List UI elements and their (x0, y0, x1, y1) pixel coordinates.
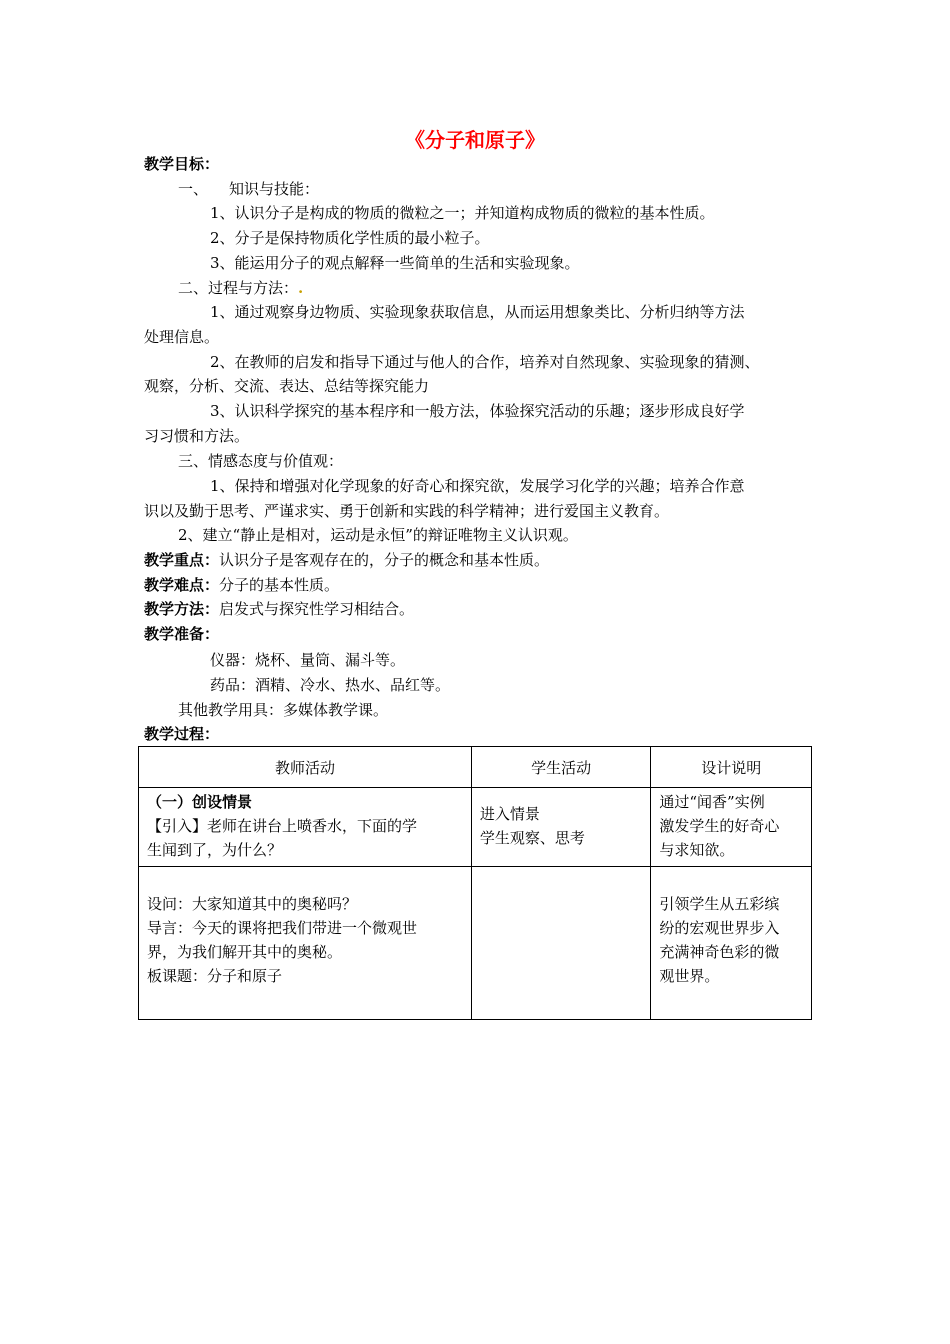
row2-teacher-line-3: 界，为我们解开其中的奥秘。 (147, 943, 343, 961)
preparation-instruments: 仪器：烧杯、量筒、漏斗等。 (210, 651, 406, 669)
header-student-activity: 学生活动 (471, 747, 650, 788)
difficulty-label: 教学难点： (144, 576, 220, 594)
s3-item-2: 2、建立“静止是相对，运动是永恒”的辩证唯物主义认识观。 (178, 526, 578, 544)
table-row (139, 788, 812, 867)
row1-teacher-line-2: 生闻到了，为什么？ (147, 841, 283, 859)
row2-teacher-cell (139, 867, 472, 1020)
s1-item-1: 1、认识分子是构成的物质的微粒之一；并知道构成物质的微粒的基本性质。 (210, 204, 715, 222)
section-1-label: 知识与技能： (229, 180, 320, 198)
preparation-label: 教学准备： (144, 625, 220, 643)
preparation-reagents: 药品：酒精、冷水、热水、品红等。 (210, 676, 451, 694)
section-1-number: 一、 (178, 180, 209, 198)
row1-student-cell (471, 788, 650, 867)
s2-item-3-line-2: 习习惯和方法。 (144, 427, 250, 445)
process-table (138, 746, 812, 1020)
s2-item-2-line-1: 2、在教师的启发和指导下通过与他人的合作，培养对自然现象、实验现象的猜测、 (210, 353, 760, 371)
objectives-heading: 教学目标： (144, 155, 220, 173)
row2-student-cell (471, 867, 650, 1020)
row2-design-line-2: 纷的宏观世界步入 (659, 919, 780, 937)
s2-item-3-line-1: 3、认识科学探究的基本程序和一般方法，体验探究活动的乐趣；逐步形成良好学 (210, 402, 745, 420)
key-point-label: 教学重点： (144, 551, 220, 569)
s2-item-1-line-2: 处理信息。 (144, 328, 220, 346)
row2-teacher-line-2: 导言：今天的课将把我们带进一个微观世 (147, 919, 418, 937)
section-3-label: 三、情感态度与价值观： (178, 452, 344, 470)
row1-student-line-2: 学生观察、思考 (479, 829, 585, 847)
preparation-other: 其他教学用具：多媒体教学课。 (178, 701, 389, 719)
key-point (144, 548, 549, 572)
row1-teacher-title: （一）创设情景 (147, 793, 253, 811)
method (144, 597, 414, 621)
s2-item-2-line-2: 观察，分析、交流、表达、总结等探究能力 (144, 377, 430, 395)
row1-teacher-line-1: 【引入】老师在讲台上喷香水，下面的学 (147, 817, 418, 835)
section-2-label-text: 二、过程与方法： (178, 279, 299, 297)
s2-item-1-line-1: 1、通过观察身边物质、实验现象获取信息，从而运用想象类比、分析归纳等方法 (210, 303, 745, 321)
page-title: 《分子和原子》 (405, 128, 545, 152)
row1-student-line-1: 进入情景 (479, 805, 540, 823)
difficulty-text: 分子的基本性质。 (219, 576, 340, 594)
row1-design-line-2: 激发学生的好奇心 (659, 817, 780, 835)
row2-design-cell (651, 867, 812, 1020)
process-label: 教学过程： (144, 725, 220, 743)
s1-item-3: 3、能运用分子的观点解释一些简单的生活和实验现象。 (210, 254, 580, 272)
row2-teacher-line-1: 设问：大家知道其中的奥秘吗？ (147, 895, 358, 913)
row1-design-line-1: 通过“闻香”实例 (659, 793, 765, 811)
row2-teacher-line-4: 板课题：分子和原子 (147, 967, 283, 985)
section-2-dot: . (298, 279, 304, 297)
row2-design-line-3: 充满神奇色彩的微 (659, 943, 780, 961)
header-teacher-activity: 教师活动 (139, 747, 472, 788)
header-design-notes: 设计说明 (651, 747, 812, 788)
difficulty (144, 573, 339, 597)
s3-item-1-line-2: 识以及勤于思考、严谨求实、勇于创新和实践的科学精神；进行爱国主义教育。 (144, 502, 670, 520)
table-header-row (139, 747, 812, 788)
method-label: 教学方法： (144, 600, 220, 618)
row1-teacher-cell (139, 788, 472, 867)
s1-item-2: 2、分子是保持物质化学性质的最小粒子。 (210, 229, 490, 247)
row2-design-line-4: 观世界。 (659, 967, 720, 985)
table-row (139, 867, 812, 1020)
section-2-label (178, 276, 303, 300)
row2-design-line-1: 引领学生从五彩缤 (659, 895, 780, 913)
method-text: 启发式与探究性学习相结合。 (219, 600, 415, 618)
key-point-text: 认识分子是客观存在的，分子的概念和基本性质。 (219, 551, 550, 569)
row1-design-line-3: 与求知欲。 (659, 841, 735, 859)
s3-item-1-line-1: 1、保持和增强对化学现象的好奇心和探究欲，发展学习化学的兴趣；培养合作意 (210, 477, 745, 495)
row1-design-cell (651, 788, 812, 867)
